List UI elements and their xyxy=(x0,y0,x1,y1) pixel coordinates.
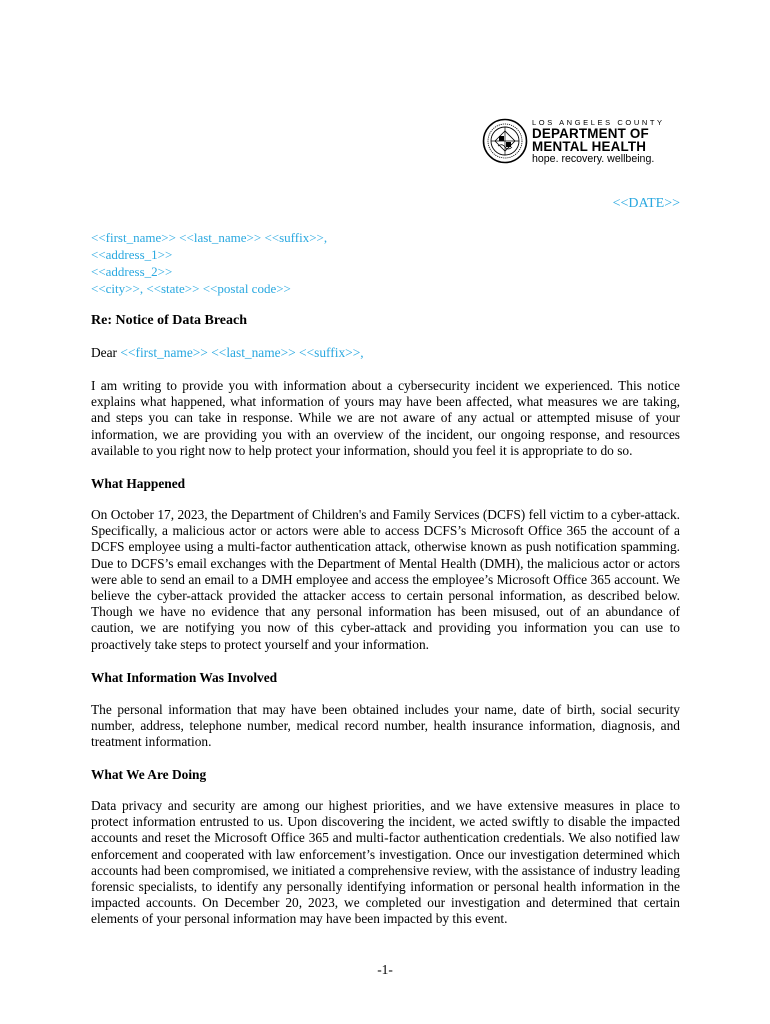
section-body: The personal information that may have been obtained includes your name, date of birth, social security number, address, telephone number, medical record number, health insurance information, diagnosis, and treatment information. xyxy=(91,702,680,750)
logo-county-text: LOS ANGELES COUNTY xyxy=(532,118,665,127)
page-number: -1- xyxy=(377,962,393,977)
date-placeholder: <<DATE>> xyxy=(612,196,680,211)
section-heading: What Happened xyxy=(91,476,186,491)
county-seal-icon xyxy=(482,118,528,164)
section-heading: What Information Was Involved xyxy=(91,670,278,685)
recipient-address-block xyxy=(91,229,327,297)
logo-mental-health-text: MENTAL HEALTH xyxy=(532,139,647,154)
intro-paragraph: I am writing to provide you with information about a cybersecurity incident we experienced. This notice explains what happened, what information of yours may have been affected, what measures we are taking, and steps you can take in response. While we are not aware of any actual or attempted misuse of your information, we are providing you with an overview of the incident, our ongoing response, and resources available to you right now to help protect your information, should you feel it is appropriate to do so. xyxy=(91,378,680,458)
recipient-address-2: <<address_2>> xyxy=(91,264,173,279)
dmh-logo xyxy=(482,118,682,170)
salutation xyxy=(91,345,364,361)
logo-tagline: hope. recovery. wellbeing. xyxy=(532,153,655,165)
salutation-prefix: Dear xyxy=(91,345,118,360)
section-heading: What We Are Doing xyxy=(91,767,207,782)
subject-line: Re: Notice of Data Breach xyxy=(91,313,248,328)
logo-department-text: DEPARTMENT OF xyxy=(532,126,649,141)
recipient-name-line: <<first_name>> <<last_name>> <<suffix>>, xyxy=(91,230,328,245)
salutation-name: <<first_name>> <<last_name>> <<suffix>>, xyxy=(120,345,364,360)
section-body: Data privacy and security are among our highest priorities, and we have extensive measures in place to protect information entrusted to us. Upon discovering the incident, we acted swiftly to disable the impacted accounts and reset the Microsoft Office 365 and multi-factor authentication credentials. We also notified law enforcement and cooperated with law enforcement’s investigation. Once our investigation determined which accounts had been compromised, we initiated a comprehensive review, with the assistance of industry leading forensic specialists, to identify any personally identifying information or personal health information in the impacted accounts. On December 20, 2023, we completed our investigation and determined that certain elements of your personal information may have been impacted by this event. xyxy=(91,798,680,927)
recipient-city-line: <<city>>, <<state>> <<postal code>> xyxy=(91,281,291,296)
section-body: On October 17, 2023, the Department of Children's and Family Services (DCFS) fell victim to a cyber-attack. Specifically, a malicious actor or actors were able to access DCFS’s Microsoft Office 365 the account of a DCFS employee using a multi-factor authentication attack, otherwise known as push notification spamming. Due to DCFS’s email exchanges with the Department of Mental Health (DMH), the malicious actor or actors were able to send an email to a DMH employee and access the employee’s Microsoft Office 365 account. We believe the cyber-attack provided the attacker access to certain personal information, as described below. Though we have no evidence that any personal information has been misused, out of an abundance of caution, we are notifying you now of this cyber-attack and providing you information you can use to proactively take steps to protect yourself and your information. xyxy=(91,507,680,652)
recipient-address-1: <<address_1>> xyxy=(91,247,173,262)
logo-wordmark xyxy=(532,118,682,165)
